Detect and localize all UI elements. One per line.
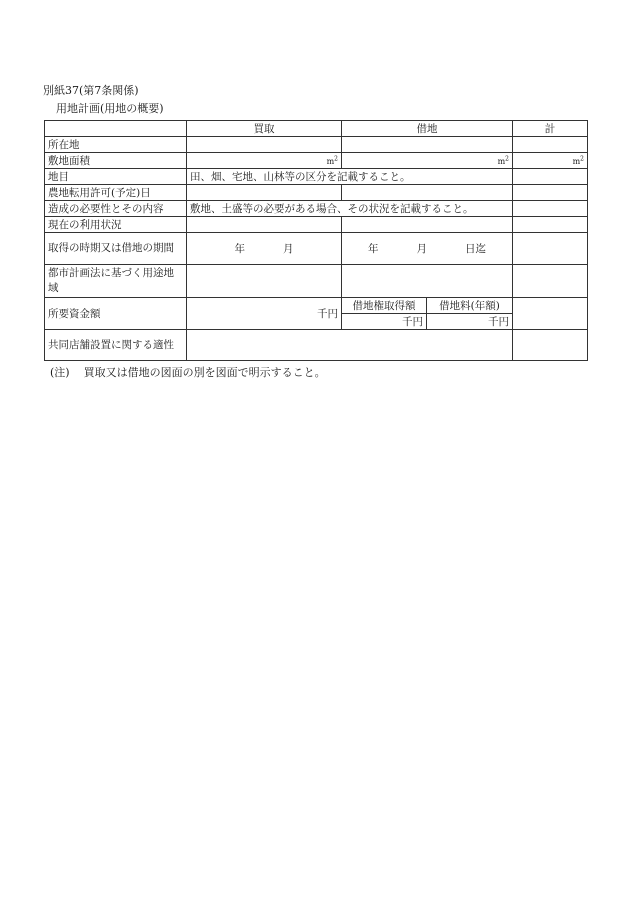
farmland-permit-lease-cell[interactable] — [342, 185, 513, 201]
lease-right-cost-cell[interactable] — [342, 314, 427, 330]
footnote-mark: (注) — [50, 366, 70, 379]
annual-rent-cell[interactable] — [427, 314, 513, 330]
area-unit-purchase: $m^2$ — [326, 154, 338, 166]
area-unit-lease: $m^2$ — [497, 154, 509, 166]
row-current-use — [45, 217, 588, 233]
header-row — [45, 121, 588, 137]
zoning-purchase-cell[interactable] — [187, 265, 342, 298]
annual-rent-unit: 千円 — [488, 316, 509, 328]
row-label-area: 敷地面積 — [45, 153, 187, 169]
area-purchase-cell[interactable] — [187, 153, 342, 169]
purchase-year-label: 年 — [234, 243, 245, 255]
lease-right-cost-header: 借地権取得額 — [342, 298, 427, 314]
lease-until-label: 日迄 — [465, 243, 486, 255]
location-total-cell[interactable] — [513, 137, 588, 153]
form-title: 用地計画(用地の概要) — [56, 102, 164, 115]
acquisition-lease-cell[interactable] — [342, 233, 513, 265]
row-label-current-use: 現在の利用状況 — [45, 217, 187, 233]
funds-purchase-unit: 千円 — [317, 308, 338, 320]
current-use-total-cell[interactable] — [513, 217, 588, 233]
farmland-permit-purchase-cell[interactable] — [187, 185, 342, 201]
development-total-cell[interactable] — [513, 201, 588, 217]
land-plan-table — [44, 120, 588, 361]
row-label-development: 造成の必要性とその内容 — [45, 201, 187, 217]
farmland-permit-total-cell[interactable] — [513, 185, 588, 201]
row-zoning — [45, 265, 588, 298]
area-total-cell[interactable] — [513, 153, 588, 169]
purchase-month-label: 月 — [283, 243, 294, 255]
column-header-total: 計 — [513, 121, 588, 137]
shared-store-total-cell[interactable] — [513, 330, 588, 361]
acquisition-total-cell[interactable] — [513, 233, 588, 265]
row-farmland-permit — [45, 185, 588, 201]
land-category-cell[interactable]: 田、畑、宅地、山林等の区分を記載すること。 — [187, 169, 513, 185]
row-shared-store — [45, 330, 588, 361]
lease-month-label: 月 — [416, 243, 427, 255]
row-label-shared-store: 共同店舗設置に関する適性 — [45, 330, 187, 361]
area-lease-cell[interactable] — [342, 153, 513, 169]
row-label-required-funds: 所要資金額 — [45, 298, 187, 330]
row-label-location: 所在地 — [45, 137, 187, 153]
footnote-text: 買取又は借地の図面の別を図面で明示すること。 — [83, 366, 326, 379]
footnote — [50, 367, 326, 378]
row-land-category — [45, 169, 588, 185]
zoning-lease-cell[interactable] — [342, 265, 513, 298]
row-required-funds — [45, 298, 588, 314]
acquisition-purchase-cell[interactable] — [187, 233, 342, 265]
land-category-total-cell[interactable] — [513, 169, 588, 185]
column-header-purchase: 買取 — [187, 121, 342, 137]
development-cell[interactable]: 敷地、土盛等の必要がある場合、その状況を記載すること。 — [187, 201, 513, 217]
row-label-farmland-permit: 農地転用許可(予定)日 — [45, 185, 187, 201]
funds-total-cell[interactable] — [513, 298, 588, 330]
location-lease-cell[interactable] — [342, 137, 513, 153]
annual-rent-header: 借地料(年額) — [427, 298, 513, 314]
row-label-zoning: 都市計画法に基づく用途地域 — [45, 265, 187, 298]
current-use-purchase-cell[interactable] — [187, 217, 342, 233]
row-label-land-category: 地目 — [45, 169, 187, 185]
lease-right-cost-unit: 千円 — [402, 316, 423, 328]
current-use-lease-cell[interactable] — [342, 217, 513, 233]
zoning-total-cell[interactable] — [513, 265, 588, 298]
row-area — [45, 153, 588, 169]
area-unit-total: $m^2$ — [572, 154, 584, 166]
row-development — [45, 201, 588, 217]
row-label-acquisition-period: 取得の時期又は借地の期間 — [45, 233, 187, 265]
row-acquisition-period — [45, 233, 588, 265]
lease-year-label: 年 — [368, 243, 379, 255]
header-blank-cell — [45, 121, 187, 137]
column-header-lease: 借地 — [342, 121, 513, 137]
funds-purchase-cell[interactable] — [187, 298, 342, 330]
location-purchase-cell[interactable] — [187, 137, 342, 153]
row-location — [45, 137, 588, 153]
shared-store-cell[interactable] — [187, 330, 513, 361]
attachment-number: 別紙37(第7条関係) — [43, 84, 139, 97]
